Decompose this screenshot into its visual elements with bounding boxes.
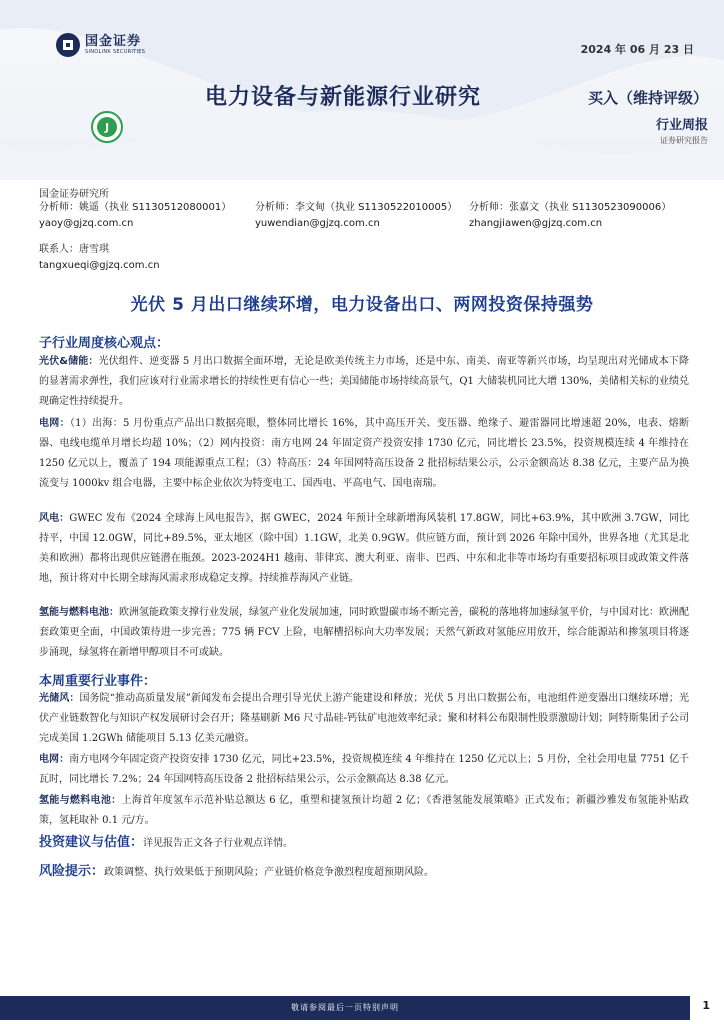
contact-label: 联系人：唐雪琪 (39, 244, 109, 255)
analyst-label: 分析师：张嘉文（执业 S1130523090006） (469, 202, 672, 213)
analyst-email[interactable]: yaoy@gjzq.com.cn (39, 218, 134, 229)
page-number: 1 (702, 999, 710, 1012)
paragraph-label: 电网： (39, 418, 70, 429)
event-hydrogen (39, 791, 689, 831)
analyst-3 (469, 200, 671, 232)
institute-name: 国金证券研究所 (39, 189, 109, 200)
report-title: 电力设备与新能源行业研究 (205, 85, 482, 110)
analyst-2 (255, 200, 457, 232)
risk-text: 政策调整、执行效果低于预期风险；产业链价格竞争激烈程度超预期风险。 (104, 867, 435, 878)
risk-warning (39, 862, 699, 883)
paragraph-text: 光伏组件、逆变器 5 月出口数据全面环增，无论是欧美传统主力市场，还是中东、南美、南亚等新兴市场，均呈现出对光储成本下降的显著需求弹性，我们应该对行业需求增长的持续性更有信心一些；美国储能市场持续高景气，Q1 大储装机同比大增 130%，美储相关标的业绩兑现确定性持续提升。 (39, 356, 689, 407)
paragraph-text: （1）出海：5 月份重点产品出口数据亮眼，整体同比增长 16%，其中高压开关、变压器、绝缘子、避雷器同比增速超 20%，电表、熔断器、电线电缆单月增长均超 10%；（2）网内投资：南方电网 24 年固定资产投资安排 1730 亿元，同比增长 23.5%，投资规模连续 4 年维持在 1250 亿元以上，覆盖了 194 项能源重点工程；（3）特高压：24 年国网特高压设备 2 批招标结果公示，公示金额高达 8.38 亿元，主要产品为换流变与 1000kv 组合电器，主要中标企业依次为特变电工、国西电、平高电气、国电南瑞。 (39, 418, 690, 489)
core-view-wind (39, 509, 689, 589)
paragraph-text: 南方电网今年固定资产投资安排 1730 亿元，同比+23.5%，投资规模连续 4 年维持在 1250 亿元以上；5 月份，全社会用电量 7751 亿千瓦时，同比增长 7.2%；24 年国网特高压设备 2 批招标结果公示，公示金额高达 8.38 亿元。 (39, 754, 690, 785)
report-headline: 光伏 5 月出口继续环增，电力设备出口、两网投资保持强势 (130, 295, 594, 315)
paragraph-text: 上海首年度氢车示范补贴总额达 6 亿，重塑和捷氢预计均超 2 亿；《香港氢能发展策略》正式发布；新疆沙雅发布氢能补贴政策，氢耗取补 0.1 元/方。 (39, 795, 689, 826)
paragraph-text: 国务院“推动高质量发展”新闻发布会提出合理引导光伏上游产能建设和释放；光伏 5 月出口数据公布，电池组件逆变器出口继续环增；光伏产业链数智化与知识产权发展研讨会召开；隆基刷新 M6 尺寸晶硅-钙钛矿电池效率纪录；聚和材料公布限制性股票激励计划；阿特斯集团子公司完成美国 1.2GWh 储能项目 5.13 亿美元融资。 (39, 693, 689, 744)
investment-label: 投资建议与估值： (39, 835, 144, 850)
paragraph-text: 欧洲氢能政策支撑行业发展，绿氢产业化发展加速，同时欧盟碳市场不断完善，碳税的落地将加速绿氢平价，与中国对比：欧洲配套政策更全面，中国政策待进一步完善；775 辆 FCV 上险，电解槽招标向大功率发展；天然气新政对氢能应用放开，综合能源站和掺氢项目将逐步涌现，绿氢将在新增甲醇项目不可或缺。 (39, 607, 689, 658)
report-date: 2024 年 06 月 23 日 (580, 43, 694, 56)
analyst-email[interactable]: zhangjiawen@gjzq.com.cn (469, 218, 603, 229)
contact-email[interactable]: tangxueqi@gjzq.com.cn (39, 260, 160, 271)
paragraph-label: 光伏&储能： (39, 356, 99, 367)
contact-person (39, 242, 160, 274)
analyst-email[interactable]: yuwendian@gjzq.com.cn (255, 218, 380, 229)
report-subtype: 证券研究报告 (660, 136, 708, 145)
company-logo (55, 32, 145, 58)
analyst-1 (39, 200, 231, 232)
report-type: 行业周报 (655, 118, 708, 133)
seal-icon (90, 110, 124, 144)
event-solar-storage-wind (39, 689, 689, 749)
paragraph-text: GWEC 发布《2024 全球海上风电报告》，据 GWEC，2024 年预计全球新增海风装机 17.8GW，同比+63.9%，其中欧洲 3.7GW，同比持平，中国 12.0GW，同比+89.5%，亚太地区（除中国）1.1GW，北美 0.9GW。供应链方面，预计到 2026 年除中国外，世界各地（尤其是北美和欧洲）都将出现供应链潜在瓶颈。2023-2024H1 越南、菲律宾、澳大利亚、南非、巴西、中东和北非等市场均有重要招标项目或政策文件落地，预计将对中长期全球海风需求形成稳定支撑。持续推荐海风产业链。 (39, 513, 689, 584)
rating: 买入（维持评级） (587, 89, 708, 107)
paragraph-label: 氢能与燃料电池： (39, 607, 119, 618)
section-title-events: 本周重要行业事件： (39, 674, 157, 689)
core-view-solar-storage (39, 352, 689, 412)
analyst-label: 分析师：李文甸（执业 S1130522010005） (255, 202, 458, 213)
core-view-grid (39, 414, 689, 494)
event-grid (39, 750, 689, 790)
analyst-label: 分析师：姚遥（执业 S1130512080001） (39, 202, 232, 213)
logo-english-name: SINOLINK SECURITIES (85, 49, 146, 55)
logo-chinese-name: 国金证券 (85, 34, 142, 49)
sinolink-logo-icon (55, 32, 81, 58)
core-view-hydrogen (39, 603, 689, 663)
investment-text: 详见报告正文各子行业观点详情。 (143, 838, 294, 849)
paragraph-label: 电网： (39, 754, 70, 765)
investment-advice (39, 833, 699, 854)
section-title-core-views: 子行业周度核心观点： (39, 336, 170, 351)
footer-disclaimer: 敬请参阅最后一页特别声明 (291, 1003, 399, 1012)
risk-label: 风险提示： (39, 864, 105, 879)
paragraph-label: 氢能与燃料电池： (39, 795, 122, 806)
paragraph-label: 光储风： (39, 693, 80, 704)
seal-letter: J (104, 121, 110, 134)
paragraph-label: 风电： (39, 513, 70, 524)
